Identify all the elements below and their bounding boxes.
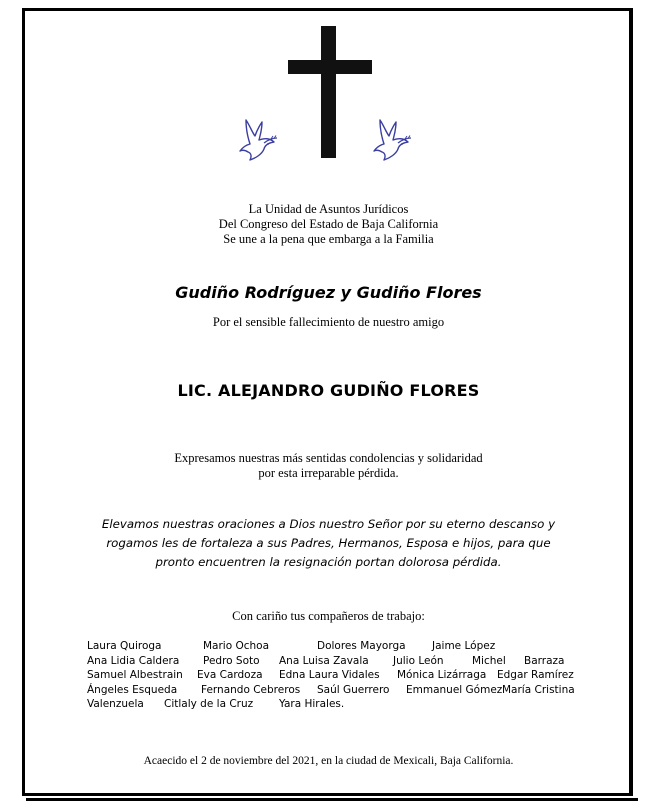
condolence-line: por esta irreparable pérdida.	[258, 466, 399, 480]
colleague-name: Eva Cardoza	[197, 669, 263, 682]
intro-line: Se une a la pena que embarga a la Familia	[223, 232, 434, 246]
colleague-name: Valenzuela	[87, 698, 144, 711]
cross-icon	[286, 22, 372, 160]
colleague-name: María Cristina	[502, 683, 575, 696]
condolence-text	[0, 451, 657, 481]
frame-shadow	[26, 798, 638, 801]
colleague-name: Ana Lidia Caldera	[87, 654, 180, 667]
colleague-name: Saúl Guerrero	[317, 683, 390, 696]
colleague-name: Laura Quiroga	[87, 640, 162, 652]
colleague-name: Samuel Albestrain	[87, 669, 183, 682]
intro-line: Del Congreso del Estado de Baja California	[218, 217, 439, 231]
prayer-line: rogamos les de fortaleza a sus Padres, Hermanos, Esposa e hijos, para que	[106, 536, 551, 550]
intro-line: La Unidad de Asuntos Jurídicos	[248, 202, 409, 216]
colleague-row	[87, 668, 574, 683]
colleague-row	[87, 654, 569, 669]
prayer-line: Elevamos nuestras oraciones a Dios nuestro Señor por su eterno descanso y	[101, 517, 556, 531]
condolence-line: Expresamos nuestras más sentidas condolencias y solidaridad	[174, 451, 483, 465]
colleague-name: Edgar Ramírez	[497, 669, 574, 682]
deceased-name: LIC. ALEJANDRO GUDIÑO FLORES	[177, 381, 480, 400]
dove-icon	[238, 116, 280, 162]
colleague-row	[87, 697, 569, 712]
colleague-list	[87, 639, 575, 712]
colleague-name: Edna Laura Vidales	[279, 669, 380, 682]
colleague-name: Dolores Mayorga	[317, 640, 406, 652]
prayer-text	[0, 515, 657, 572]
colleague-name: Citlaly de la Cruz	[164, 698, 254, 711]
colleague-name: Jaime López	[432, 640, 496, 652]
family-name: Gudiño Rodríguez y Gudiño Flores	[175, 283, 482, 302]
colleague-name: Michel	[472, 654, 506, 667]
colleague-name: Julio León	[393, 654, 444, 667]
colleague-name: Ana Luisa Zavala	[279, 654, 369, 667]
loss-line: Por el sensible fallecimiento de nuestro amigo	[212, 315, 445, 329]
colleague-name: Fernando Cebreros	[201, 683, 301, 696]
colleague-name: Emmanuel Gómez	[406, 683, 503, 696]
colleague-name: Mario Ochoa	[203, 640, 270, 652]
colleagues-title: Con cariño tus compañeros de trabajo:	[232, 609, 425, 623]
prayer-line: pronto encuentren la resignación portan dolorosa pérdida.	[155, 555, 502, 569]
colleague-name: Pedro Soto	[203, 654, 260, 667]
footer-text: Acaecido el 2 de noviembre del 2021, en la ciudad de Mexicali, Baja California.	[143, 755, 514, 767]
colleague-name: Mónica Lizárraga	[397, 669, 487, 682]
colleague-name: Barraza	[524, 654, 565, 667]
colleague-row	[87, 639, 569, 654]
colleague-row	[87, 683, 575, 698]
intro-text	[0, 202, 657, 247]
colleague-name: Yara Hirales.	[279, 698, 345, 711]
dove-icon	[372, 116, 414, 162]
colleague-name: Ángeles Esqueda	[87, 683, 178, 696]
